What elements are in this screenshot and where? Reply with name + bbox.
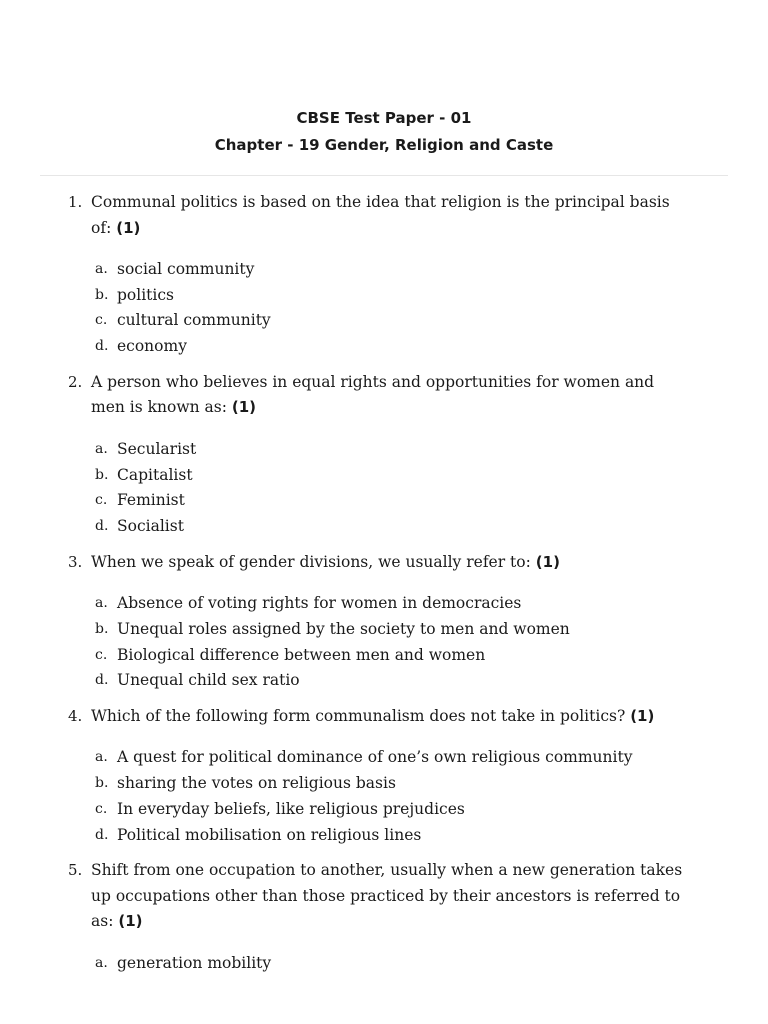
option-letter: c. [95, 492, 108, 509]
question-list [0, 190, 768, 986]
question-item [0, 190, 768, 360]
question-item [0, 858, 768, 976]
option-letter: d. [95, 672, 109, 689]
option-letter: a. [95, 440, 108, 457]
option-list [91, 437, 688, 540]
option-list [91, 745, 688, 848]
question-marks: (1) [116, 218, 141, 237]
option-letter: d. [95, 338, 109, 355]
question-marks: (1) [118, 912, 143, 931]
option-item [91, 617, 688, 643]
option-letter: a. [95, 749, 108, 766]
option-item [91, 308, 688, 334]
option-text: A quest for political dominance of one’s own religious community [117, 748, 633, 767]
question-marks: (1) [231, 398, 257, 417]
question-number: 3. [68, 552, 83, 571]
question-number: 1. [68, 193, 83, 211]
option-letter: d. [95, 826, 109, 843]
document-header [0, 106, 768, 157]
option-text: economy [117, 337, 187, 356]
option-item [91, 823, 688, 849]
option-list [91, 591, 688, 694]
option-text: Secularist [117, 439, 197, 458]
option-item [91, 283, 688, 309]
option-letter: b. [95, 466, 109, 483]
option-text: generation mobility [117, 953, 272, 972]
question-number: 2. [68, 372, 83, 391]
option-item [91, 643, 688, 669]
option-text: social community [117, 260, 255, 278]
option-letter: a. [95, 261, 108, 277]
question-item [0, 550, 768, 694]
question-number: 4. [68, 706, 83, 725]
option-text: Capitalist [117, 465, 193, 484]
question-marks: (1) [535, 552, 560, 571]
question-text: Communal politics is based on the idea that religion is the principal basis of: [91, 193, 670, 237]
question-number: 5. [68, 861, 83, 880]
option-item [91, 437, 688, 463]
question-text: When we speak of gender divisions, we usually refer to: [91, 552, 531, 571]
option-item [91, 591, 688, 617]
option-letter: c. [95, 800, 108, 817]
option-letter: b. [95, 286, 109, 303]
question-text: Shift from one occupation to another, usually when a new generation takes up occupations other than those practiced by their ancestors is referred to as: [91, 861, 683, 931]
question-text: Which of the following form communalism does not take in politics? [91, 706, 626, 725]
option-item [91, 745, 688, 771]
option-item [91, 488, 688, 514]
option-letter: c. [95, 646, 108, 663]
option-letter: a. [95, 954, 108, 971]
option-item [91, 668, 688, 694]
option-item [91, 514, 688, 540]
question-item [0, 704, 768, 848]
option-list [91, 951, 688, 977]
option-text: Unequal child sex ratio [117, 671, 300, 690]
option-text: Political mobilisation on religious lines [117, 825, 422, 844]
option-text: Feminist [117, 491, 185, 510]
option-item [91, 334, 688, 360]
question-item [0, 370, 768, 540]
header-divider [40, 175, 728, 176]
option-text: Biological difference between men and women [117, 645, 486, 664]
option-list [91, 257, 688, 360]
question-marks: (1) [630, 706, 655, 725]
option-letter: a. [95, 595, 108, 612]
option-text: politics [117, 285, 174, 304]
option-item [91, 797, 688, 823]
option-item [91, 257, 688, 283]
page-title: CBSE Test Paper - 01 [296, 109, 472, 127]
chapter-title: Chapter - 19 Gender, Religion and Caste [214, 136, 554, 154]
option-letter: d. [95, 517, 109, 534]
option-text: sharing the votes on religious basis [117, 774, 396, 793]
option-letter: b. [95, 620, 109, 637]
option-item [91, 771, 688, 797]
option-item [91, 951, 688, 977]
option-letter: b. [95, 775, 109, 792]
option-text: Absence of voting rights for women in democracies [117, 594, 522, 613]
option-text: Socialist [117, 516, 184, 535]
question-text: A person who believes in equal rights and opportunities for women and men is known as: [91, 372, 655, 417]
option-text: In everyday beliefs, like religious prejudices [117, 799, 465, 818]
option-item [91, 463, 688, 489]
option-text: cultural community [117, 311, 271, 330]
option-text: Unequal roles assigned by the society to men and women [117, 619, 570, 638]
option-letter: c. [95, 312, 108, 329]
